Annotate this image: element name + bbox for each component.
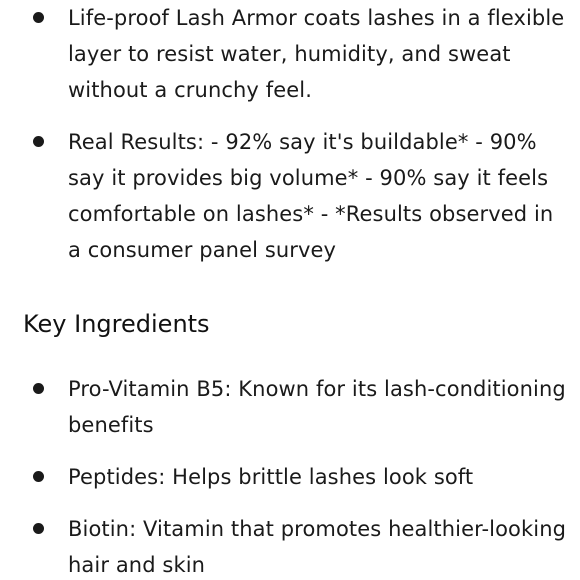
bullet-icon [33,136,44,147]
ingredient-text: Pro-Vitamin B5: Known for its lash-conditioning benefits [68,377,566,437]
list-item [0,124,580,268]
bullet-icon [33,471,44,482]
ingredients-list [0,371,580,580]
benefit-text: Real Results: - 92% say it's buildable* - 90% say it provides big volume* - 90% say it feels comfortable on lashes* - *Results observed in a consumer panel survey [68,130,554,262]
list-item [0,371,580,443]
list-item [0,0,580,108]
key-ingredients-heading: Key Ingredients [23,310,210,338]
bullet-icon [33,383,44,394]
benefit-text: Life-proof Lash Armor coats lashes in a flexible layer to resist water, humidity, and sweat without a crunchy feel. [68,6,565,102]
ingredient-text: Biotin: Vitamin that promotes healthier-looking hair and skin [68,517,567,577]
bullet-icon [33,523,44,534]
bullet-icon [33,12,44,23]
benefits-list [0,0,580,268]
list-item [0,511,580,580]
ingredient-text: Peptides: Helps brittle lashes look soft [68,465,474,489]
list-item [0,459,580,495]
